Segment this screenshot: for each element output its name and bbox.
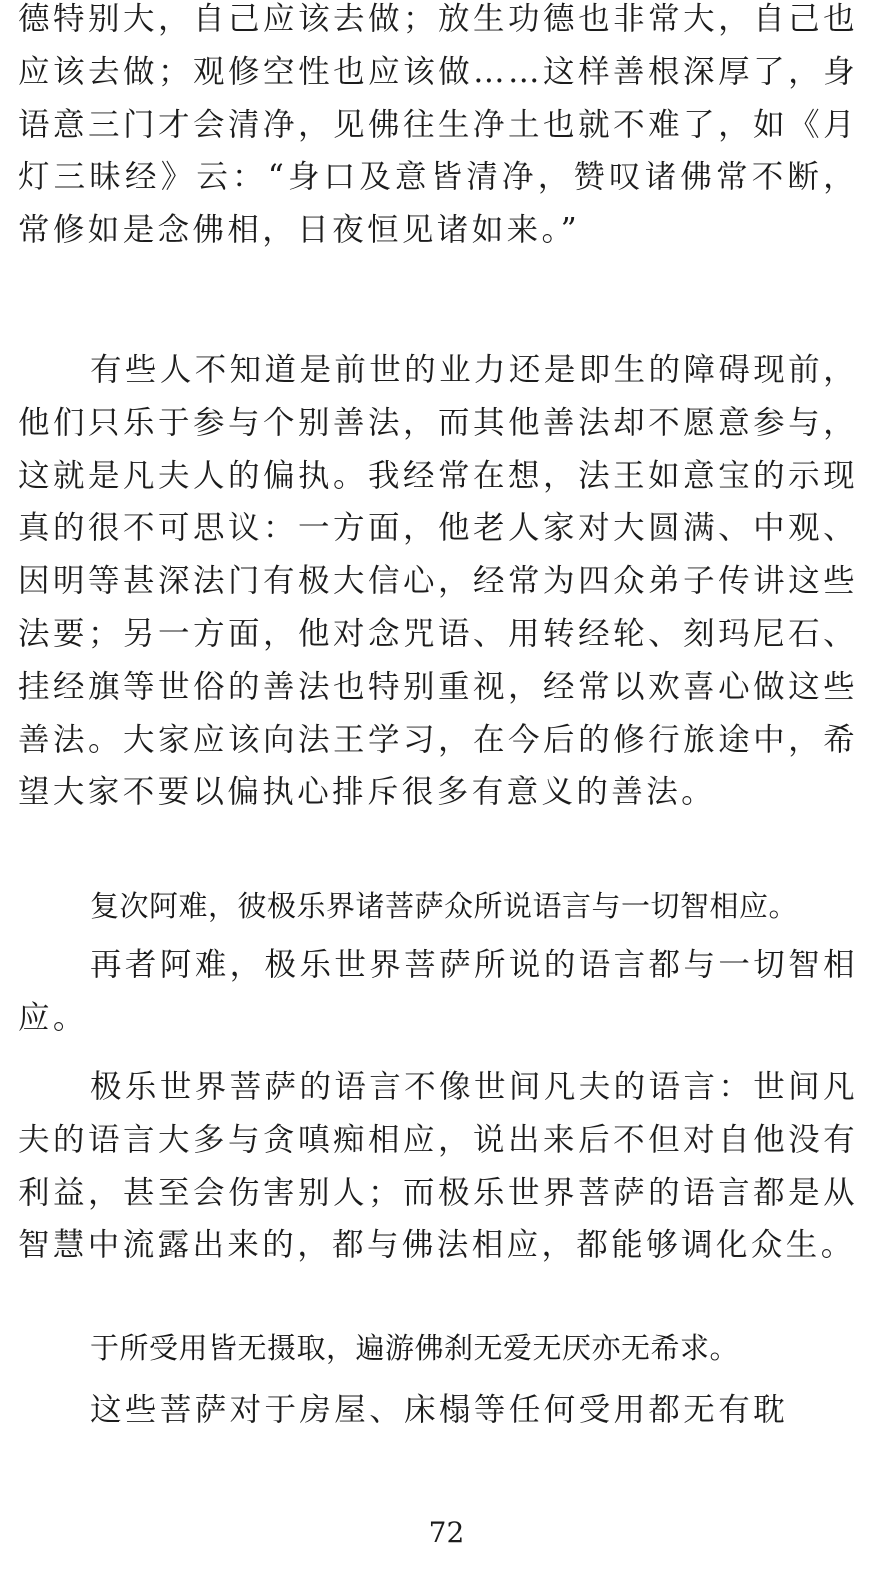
paragraph-explanation: 这些菩萨对于房屋、床榻等任何受用都无有耽 — [90, 1392, 789, 1428]
paragraph-commentary: 有些人不知道是前世的业力还是即生的障碍现前，他们只乐于参与个别善法，而其他善法却不愿意参与，这就是凡夫人的偏执。我经常在想，法王如意宝的示现真的很不可思议：一方面，他老人家对大圆满、中观、因明等甚深法门有极大信心，经常为四众弟子传讲这些法要；另一方面，他对念咒语、用转经轮、刻玛尼石、挂经旗等世俗的善法也特别重视，经常以欢喜心做这些善法。大家应该向法王学习，在今后的修行旅途中，希望大家不要以偏执心排斥很多有意义的善法。 — [18, 352, 858, 811]
paragraph-continued: 德特别大，自己应该去做；放生功德也非常大，自己也应该去做；观修空性也应该做……这样善根深厚了，身语意三门才会清净，见佛往生净土也就不难了，如《月灯三昧经》云：“身口及意皆清净，赞叹诸佛常不断，常修如是念佛相，日夜恒见诸如来。” — [18, 1, 858, 249]
page-number: 72 — [428, 1516, 465, 1549]
book-page — [18, 0, 858, 1590]
paragraph-explanation: 再者阿难，极乐世界菩萨所说的语言都与一切智相应。 — [18, 947, 858, 1036]
sutra-quote: 于所受用皆无摄取，遍游佛刹无爱无厌亦无希求。 — [90, 1331, 740, 1365]
sutra-quote: 复次阿难，彼极乐界诸菩萨众所说语言与一切智相应。 — [90, 889, 799, 923]
paragraph-commentary: 极乐世界菩萨的语言不像世间凡夫的语言：世间凡夫的语言大多与贪嗔痴相应，说出来后不但对自他没有利益，甚至会伤害别人；而极乐世界菩萨的语言都是从智慧中流露出来的，都与佛法相应，都能够调化众生。 — [18, 1069, 858, 1264]
